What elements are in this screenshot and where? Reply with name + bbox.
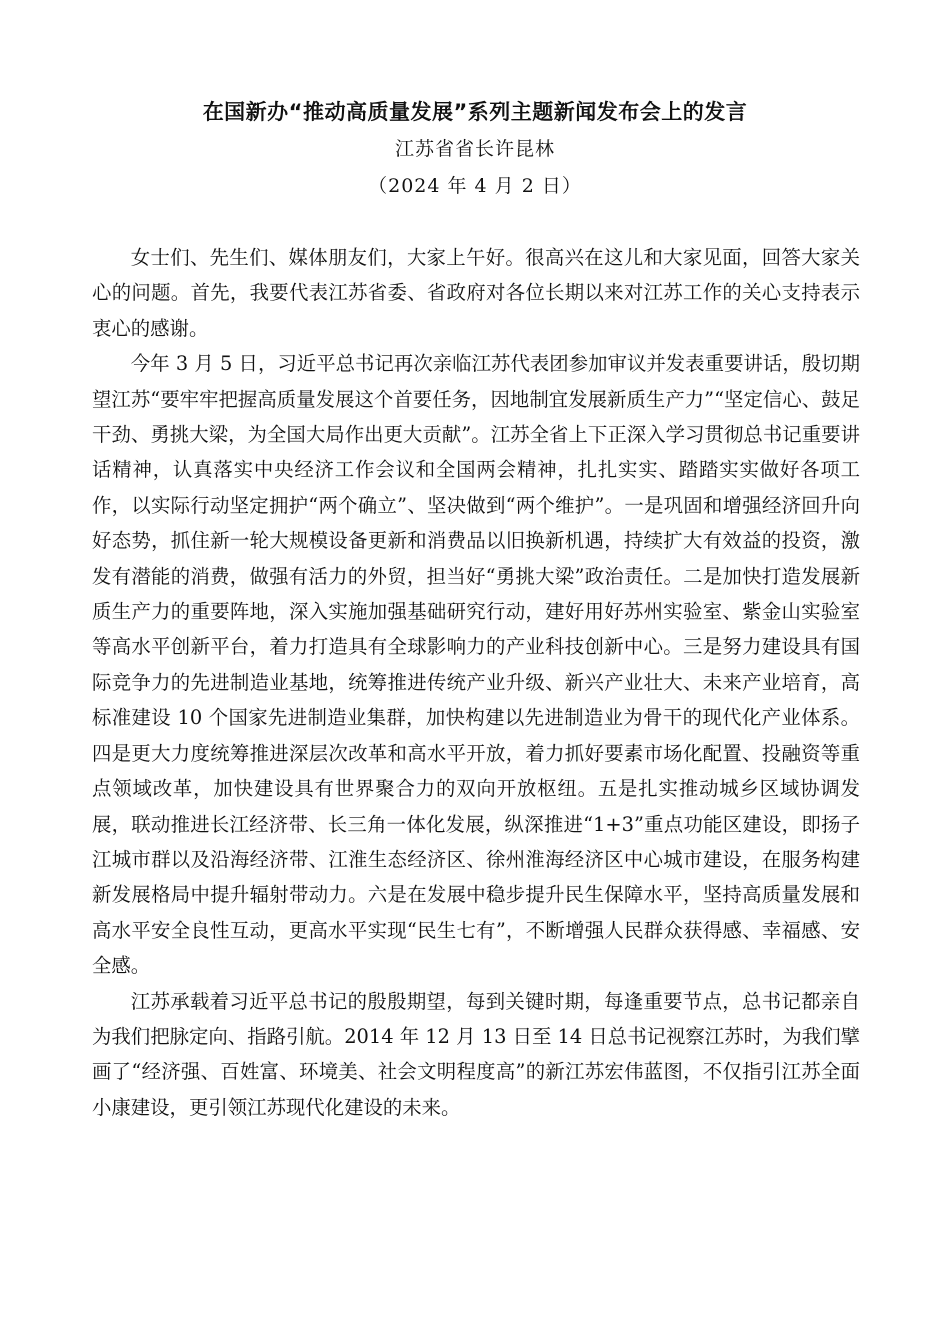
paragraph-main-points: 今年 3 月 5 日，习近平总书记再次亲临江苏代表团参加审议并发表重要讲话，殷切期望江苏“要牢牢把握高质量发展这个首要任务，因地制宜发展新质生产力”“坚定信心、鼓足干劲、勇挑大梁，为全国大局作出更大贡献”。江苏全省上下正深入学习贯彻总书记重要讲话精神，认真落实中央经济工作会议和全国两会精神，扎扎实实、踏踏实实做好各项工作，以实际行动坚定拥护“两个确立”、坚决做到“两个维护”。一是巩固和增强经济回升向好态势，抓住新一轮大规模设备更新和消费品以旧换新机遇，持续扩大有效益的投资，激发有潜能的消费，做强有活力的外贸，担当好“勇挑大梁”政治责任。二是加快打造发展新质生产力的重要阵地，深入实施加强基础研究行动，建好用好苏州实验室、紫金山实验室等高水平创新平台，着力打造具有全球影响力的产业科技创新中心。三是努力建设具有国际竞争力的先进制造业基地，统筹推进传统产业升级、新兴产业壮大、未来产业培育，高标准建设 10 个国家先进制造业集群，加快构建以先进制造业为骨干的现代化产业体系。四是更大力度统筹推进深层次改革和高水平开放，着力抓好要素市场化配置、投融资等重点领域改革，加快建设具有世界聚合力的双向开放枢纽。五是扎实推动城乡区域协调发展，联动推进长江经济带、长三角一体化发展，纵深推进“1+3”重点功能区建设，即扬子江城市群以及沿海经济带、江淮生态经济区、徐州淮海经济区中心城市建设，在服务构建新发展格局中提升辐射带动力。六是在发展中稳步提升民生保障水平，坚持高质量发展和高水平安全良性互动，更高水平实现“民生七有”，不断增强人民群众获得感、幸福感、安全感。 bbox=[92, 352, 860, 978]
document-body bbox=[92, 240, 860, 1125]
document-author: 江苏省省长许昆林 bbox=[394, 138, 555, 160]
paragraph-expectations: 江苏承载着习近平总书记的殷殷期望，每到关键时期，每逢重要节点，总书记都亲自为我们把脉定向、指路引航。2014 年 12 月 13 日至 14 日总书记视察江苏时，为我们擘画了“经济强、百姓富、环境美、社会文明程度高”的新江苏宏伟蓝图，不仅指引江苏全面小康建设，更引领江苏现代化建设的未来。 bbox=[92, 989, 860, 1119]
document-date: （2024 年 4 月 2 日） bbox=[368, 175, 582, 197]
document-title: 在国新办“推动高质量发展”系列主题新闻发布会上的发言 bbox=[202, 100, 748, 124]
paragraph-greeting: 女士们、先生们、媒体朋友们，大家上午好。很高兴在这儿和大家见面，回答大家关心的问题。首先，我要代表江苏省委、省政府对各位长期以来对江苏工作的关心支持表示衷心的感谢。 bbox=[92, 246, 860, 340]
